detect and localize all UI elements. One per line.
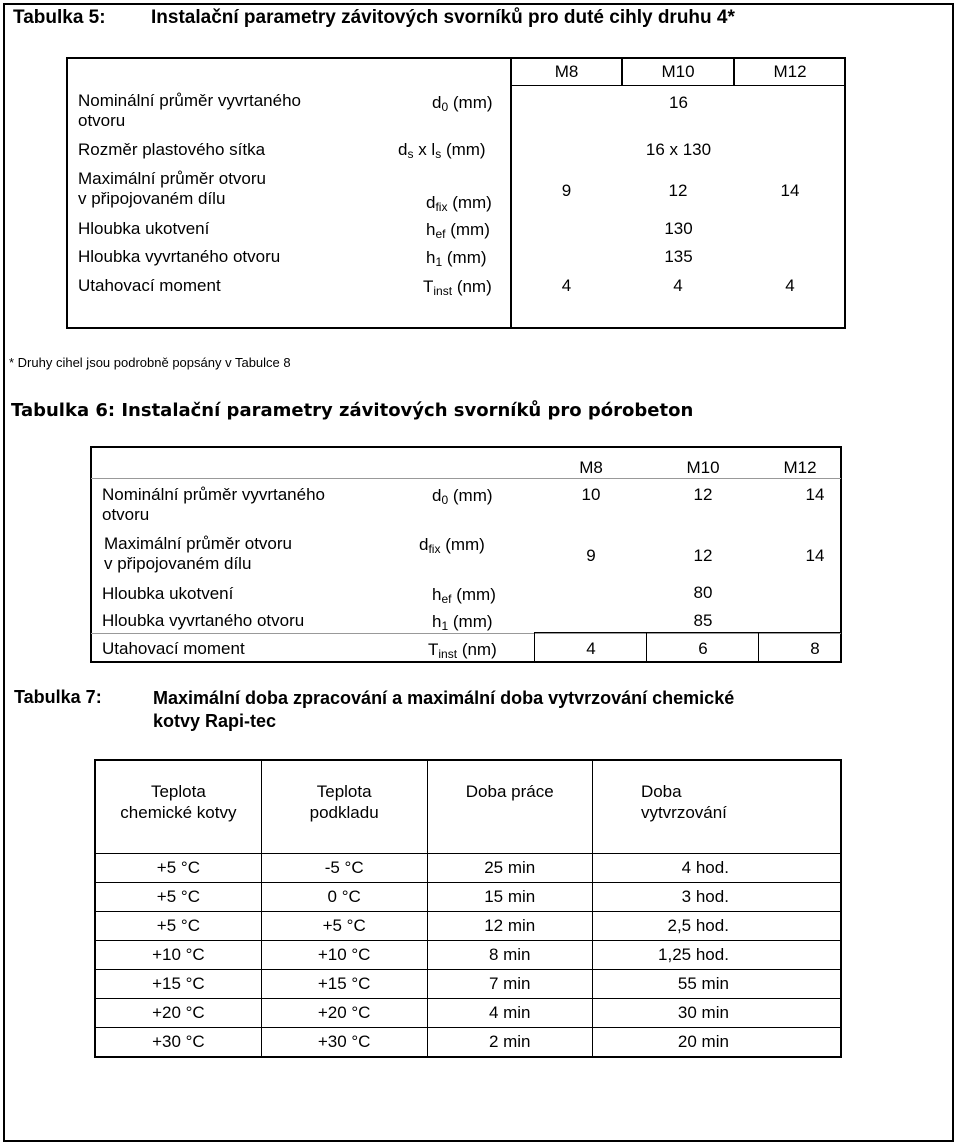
t5-row3-m12: 14	[780, 181, 800, 200]
t5-row5-value: 135	[664, 247, 693, 266]
t5-row2-name: Rozměr plastového sítka	[78, 140, 266, 159]
t5-row6-m10: 4	[673, 276, 683, 295]
t5-col-m12: M12	[773, 62, 807, 81]
t6-row4-symbol: $h_1$ (mm)	[432, 612, 493, 633]
table-row: +20 °C +20 °C 4 min 30 min	[95, 999, 841, 1028]
t6-row1-name: Nominální průměr vyvrtaného otvoru	[102, 485, 325, 524]
t6-row3-value: 80	[693, 583, 713, 602]
t6-row5-symbol: $T_{inst}$ (nm)	[428, 640, 497, 661]
t5-row6-symbol: $T_{inst}$ (nm)	[423, 277, 492, 298]
t6-row2-name: Maximální průměr otvoru v připojovaném dílu	[104, 534, 293, 573]
t6-row2-symbol: $d_{fix}$ (mm)	[419, 535, 485, 556]
table5-footnote: * Druhy cihel jsou podrobně popsány v Tabulce 8	[9, 355, 291, 370]
t5-row6-name: Utahovací moment	[78, 276, 221, 295]
t5-row1-name: Nominální průměr vyvrtaného otvoru	[78, 91, 301, 130]
t5-row3-m8: 9	[561, 181, 572, 200]
table-row: +10 °C +10 °C 8 min 1,25 hod.	[95, 941, 841, 970]
t5-col-m10: M10	[661, 62, 695, 81]
t5-col-m8: M8	[554, 62, 579, 81]
t5-row1-symbol: $d_0$ (mm)	[432, 93, 493, 114]
t5-row6-m8: 4	[561, 276, 572, 295]
t7-head-base-temp: Teplota podkladu	[261, 760, 427, 854]
t6-row4-value: 85	[693, 611, 713, 630]
table-row: +5 °C +5 °C 12 min 2,5 hod.	[95, 912, 841, 941]
t6-row2-m12: 14	[805, 546, 825, 565]
table-row: +5 °C 0 °C 15 min 3 hod.	[95, 883, 841, 912]
t6-row5-name: Utahovací moment	[102, 639, 245, 658]
t5-row5-name: Hloubka vyvrtaného otvoru	[78, 247, 281, 266]
t6-row1-m12: 14	[805, 485, 825, 504]
t5-row3-symbol: $d_{fix}$ (mm)	[426, 193, 492, 214]
t6-row1-m10: 12	[693, 485, 713, 504]
t5-row2-symbol: $d_s$ x $l_s$ (mm)	[398, 140, 486, 161]
t5-row6-m12: 4	[785, 276, 795, 295]
t5-row5-symbol: $h_1$ (mm)	[426, 248, 487, 269]
table7-label: Tabulka 7:	[14, 687, 102, 707]
t6-row5-m10: 6	[698, 639, 708, 658]
table7-title: Maximální doba zpracování a maximální doba vytvrzování chemické kotvy Rapi-tec	[153, 688, 735, 731]
t5-row4-value: 130	[664, 219, 693, 238]
t6-row2-m10: 12	[693, 546, 713, 565]
t6-row2-m8: 9	[586, 546, 596, 565]
t5-row2-value: 16 x 130	[645, 140, 712, 159]
table5-label: Tabulka 5:	[13, 7, 106, 28]
t6-row5-m12: 8	[810, 639, 820, 658]
t6-row3-symbol: $h_{ef}$ (mm)	[432, 585, 496, 606]
t5-row3-name: Maximální průměr otvoru v připojovaném dílu	[78, 169, 267, 208]
t5-row4-symbol: $h_{ef}$ (mm)	[426, 220, 490, 241]
t6-row1-m8: 10	[581, 485, 601, 504]
t7-head-chem-temp: Teplota chemické kotvy	[95, 760, 261, 854]
t7-head-cure-time: Doba vytvrzování	[592, 760, 841, 854]
t5-row3-m10: 12	[668, 181, 688, 200]
t6-row5-m8: 4	[586, 639, 596, 658]
t6-col-m12: M12	[783, 458, 817, 477]
table5-title: Instalační parametry závitových svorníků pro duté cihly druhu 4*	[151, 7, 735, 28]
t6-row3-name: Hloubka ukotvení	[102, 584, 234, 603]
t5-row4-name: Hloubka ukotvení	[78, 219, 210, 238]
table7	[94, 759, 842, 1058]
table-row: +15 °C +15 °C 7 min 55 min	[95, 970, 841, 999]
table-row: +30 °C +30 °C 2 min 20 min	[95, 1028, 841, 1058]
t6-row1-symbol: $d_0$ (mm)	[432, 486, 493, 507]
table6-title: Tabulka 6: Instalační parametry závitových svorníků pro pórobeton	[11, 400, 694, 421]
t6-col-m10: M10	[686, 458, 720, 477]
table7-header-row	[95, 760, 841, 854]
t6-row4-name: Hloubka vyvrtaného otvoru	[102, 611, 305, 630]
t5-row1-value: 16	[669, 93, 688, 112]
t7-head-work-time: Doba práce	[427, 760, 592, 854]
t6-col-m8: M8	[579, 458, 603, 477]
table-row: +5 °C -5 °C 25 min 4 hod.	[95, 854, 841, 883]
